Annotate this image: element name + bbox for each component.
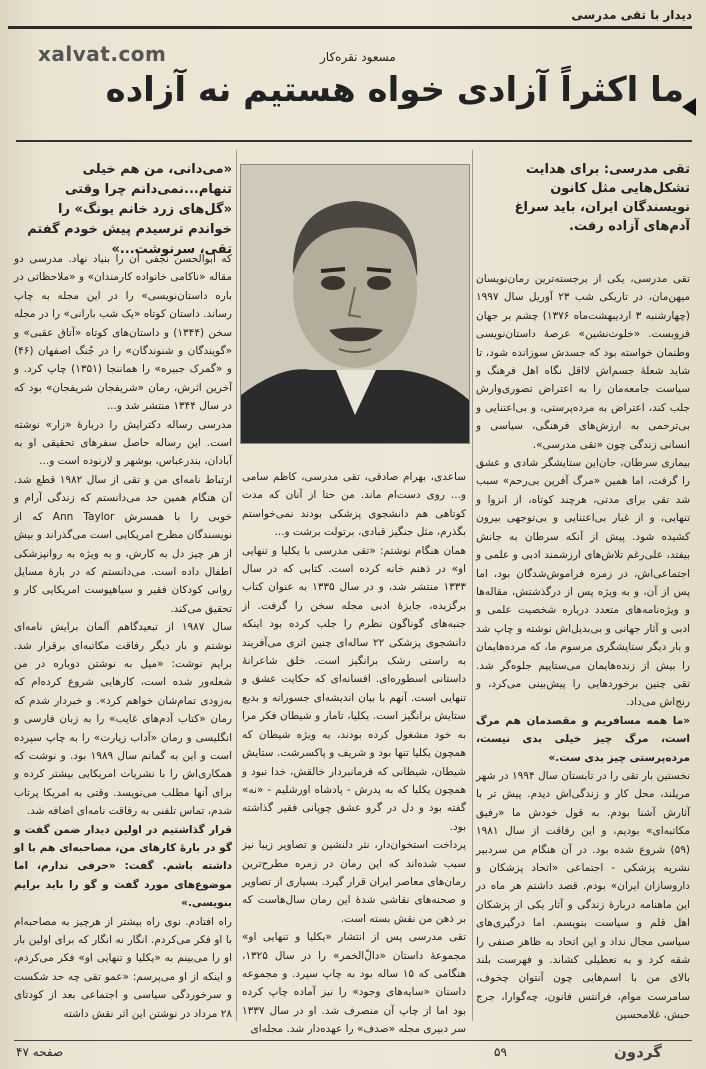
column-divider [472,150,473,1021]
paragraph: نخستین بار تقی را در تابستان سال ۱۹۹۴ در شهر مریلند، محل کار و زندگی‌اش دیدم. پیش تر با آثارش آشنا بودم. به قول خودش ما «رفیق مکاتبه‌ای» بودیم، و این رفاقت از سال ۱۹۸۱ (۵۹) شروع شده بود. در آن هنگام من سردبیر نشریه پزشکی - اجتماعی «اتحاد پزشکان و داروسازان ایران» بودم. قصد داشتم هر ماه در این ماهنامه دربارهٔ زندگی و آثار یکی از پزشکان اهل قلم و سیاست بنویسم. اما درگیری‌های سیاسی مجال نداد و این اتحاد به ظاهر صنفی را شقه کرد و به تعطیلی کشاند. و فهرست بلند بالای من با اسم‌هایی چون آنتوان چخوف، سامرست موام، فرانتس فانون، چه‌گوارا، جرج حبش، غلامحسین [476,769,690,1022]
column-divider [236,150,237,1021]
page-number-left: صفحه ۴۷ [16,1045,64,1059]
side-quote: «می‌دانی، من هم خیلی تنهام...نمی‌دانم چرا وقتی «گل‌های زرد خانم یونگ» را خواندم ترسیدم پیش خودم گفتم تقی، سرنوشت...» [27,162,232,257]
page-footer [14,1040,692,1063]
paragraph: مدرسی رساله دکترایش را دربارهٔ «زار» نوشته است. این رساله حاصل سفرهای تحقیقی او به آبادان، بندرعباس، بوشهر و لارنوده است و... [14,418,232,468]
paragraph: راه افتادم. نوی راه بیشتر از هرچیز به مصاحبه‌ام با او فکر می‌کردم. انگار نه انگار که برای اولین بار او را می‌بینم به «یکلیا و تنهایی او» فکر می‌کردم، و اینکه از او می‌پرسم: «عمو تقی چه حد شکست و سرخوردگی سیاسی و اجتماعی بعد از کودتای ۲۸ مرداد در نوشتن این اثر نقش داشته [14,915,232,1020]
section-title: دیدار با تقی مدرسی [571,8,692,22]
article-headline: ما اکثراً آزادی خواه هستیم نه آزاده [105,70,684,110]
triangle-bullet-icon [682,98,696,116]
section-header-bar [8,8,692,29]
author-name: مسعود نقره‌کار [320,50,396,64]
paragraph: همان هنگام نوشتم: «تقی مدرسی با یکلیا و تنهایی او» در ذهنم خانه کرده است. کتابی که در سال ۱۳۳۳ منتشر شد، و در سال ۱۳۳۵ به عنوان کتاب برگزیده، جایزهٔ ادبی مجله سخن را گرفت. از جنبه‌های گوناگون نظرم را جلب کرده بود اینکه دانشجوی پزشکی ۲۲ ساله‌ای چنین اثری می‌آفریند به راستی رشک برانگیز است. خلق شاعرانهٔ داستانی اسطوره‌ای. افسانه‌ای که حکایت عشق و تنهایی است. آنهم با بیان اندیشه‌ای جسورانه و بدیع ستایش برانگیز است. یکلیا، تامار و شیطان فکر مرا به خود مشغول کرده بودند، به ویژه شیطان که همچون یکلیا تنها بود و شریف و پاکسرشت. ستایش شیطان، شیطانی که فرمانبردار خالقش، خدا نبود و همچون یکلیا که به پدرش - پادشاه اورشلیم - «نه» گفته بود و دل در گرو عشق چوپانی فقیر گذاشته بود. [242,544,466,833]
article-column-right [476,270,690,1022]
paragraph: تقی مدرسی پس از انتشار «یکلیا و تنهایی او» مجموعهٔ داستان «دالّ‌الخمر» را در سال ۱۳۲۵، هنگامی که ۱۵ ساله بود به چاپ سپرد. و مجموعه داستان «سایه‌های وجود» را نیز آماده چاپ کرده بود اما از چاپ آن منصرف شد. او در سال ۱۳۳۷ سر دبیری مجله «صدف» را عهده‌دار شد. مجله‌ای [242,931,466,1036]
magazine-logo: گردون [614,1043,662,1061]
portrait-illustration [241,165,469,443]
paragraph: که ابوالحسن نجفی آن را بنیاد نهاد. مدرسی دو مقاله «ناکامی خانواده کارمندان» و «ملاحظاتی در باره داستان‌نویسی» را در این مجله به چاپ رساند. داستان کوتاه «یک شب بارانی» را در مجله سخن (۱۳۴۴) و داستان‌های کوتاه «آتاق عقبی» و «گویندگان و شنوندگان» را در جُنگ اصفهان (۴۶) و «گمرک جبیره» را هماننجا (۱۳۵۱) چاپ کرد. و آخرین اثرش، رمان «شریفجان شریفجان» بود که در سال ۱۳۴۴ منتشر شد و... [14,253,232,413]
portrait-photo [240,164,470,444]
paragraph: تقی مدرسی، یکی از برجسته‌ترین رمان‌نویسان میهن‌مان، در تاریکی شب ۲۳ آوریل سال ۱۹۹۷ (چهارشنبه ۳ اردیبهشت‌ماه ۱۳۷۶) چشم بر جهان فروبست. «خلوت‌نشین» عرصهٔ داستان‌نویسی وطنمان خواسته بود که جسدش سوزانده شود، تا شاید شعلهٔ جسم‌اش لااقل نگاه اهل فرهنگ و سیاست جامعه‌مان را به اعتراض تصوری‌وارش جلب کند، اعتراض به مرده‌پرستی، و بی‌اعتنایی و بی‌ترحمی به ارزش‌های فرهنگی، سیاسی و انسانی زندگی چون «تقی مدرسی». [476,273,690,451]
pull-quote: تقی مدرسی: برای هدایت تشکل‌هایی مثل کانون نویسندگان ایران، باید سراغ آدم‌های آزاده رفت. [514,162,690,234]
paragraph: ارتباط نامه‌ای من و تقی از سال ۱۹۸۲ قطع شد. آن هنگام همین حد می‌دانستم که زندگی آرام و خوبی را با همسرش Ann Taylor که از نویسندگان مطرح امریکایی است می‌گذراند و بیش از هر چیز دل به کارش، و به ویژه به روانپزشکی اطفال داده است. می‌دانستم که در بارهٔ مسایل روانی کودکان فقیر و سیاهپوست امریکایی کار و تحقیق می‌کند. [14,473,233,615]
quote-paragraph: قرار گذاشتیم در اولین دیدار ضمن گفت و گو در بارهٔ کارهای من، مصاحبه‌ای هم با او داشته باشم. گفت: «حرفی ندارم، اما موضوع‌های مورد گفت و گو را باید برایم بنویسی.» [14,823,232,910]
page-number-right: ۵۹ [494,1045,507,1059]
headline-rule [16,140,692,142]
article-column-left [14,250,232,1022]
site-watermark: xalvat.com [38,42,167,66]
article-column-middle [242,468,466,1036]
quote-paragraph: «ما همه مسافریم و مقصدمان هم مرگ است، مرگ چیز خیلی بدی نیست، مرده‌پرستی چیز بدی ست.» [476,714,690,764]
paragraph: بیماری سرطان، جان‌این ستایشگر شادی و عشق را گرفت، اما همین «مرگ آفرین بی‌رحم» سبب شد تقی برای مدتی، هرچند کوتاه، از انزوا و تنهایی، و از غبار بی‌اعتنایی و بی‌توجهی بیرون کشیده شود. پیش از آنکه سرطان به جانش بیفتد، علی‌رغم تلاش‌های ارزشمند ادبی و علمی و اجتماعی‌اش، در زمره فراموش‌شدگان بود، اما پس از آن، و به ویژه پس از درگذشتش، مقاله‌ها و ویژه‌نامه‌های متعدد درباره شخصیت علمی و ادبی و آثار جهانی و بی‌بدیل‌اش نوشته و چاپ شد و بار دیگر ستایشگری مرسوم ما، که مرده‌هایمان را بیش از زنده‌هایمان می‌ستاییم جلوه‌گر شد. تقی چنین برخوردهایی را پیش‌بینی می‌کرد، و رنج‌اش می‌داد. [476,457,690,709]
paragraph: ساعدی، بهرام صادقی، تقی مدرسی، کاظم سامی و... روی دست‌ام ماند. من حتا از آنان که مدت کوتاهی هم دانشجوی پزشکی بودند نمی‌خواستم بگذرم، مثل جنگیز قبادی، برتولت برشت و... [242,471,466,539]
paragraph: سال ۱۹۸۷ از تبعیدگاهم آلمان برایش نامه‌ای نوشتم و بار دیگر رفاقت مکاتبه‌ای برقرار شد. برایم نوشت: «میل به نوشتن دوباره در من شعله‌ور شده است، کارهایی شروع کرده‌ام که به‌زودی تمام‌شان خواهم کرد». و خبردار شدم که رمان «کتاب آدم‌های غایب» را به زبان فارسی و انگلیسی و رمان «آداب زیارت» را به چاپ سپرده است و این به گمانم سال ۱۹۸۹ بود. و نوشت که همکاری‌اش را با نشریات امریکایی بیشتر کرده و برای آنها مطلب می‌نویسد. وقتی به امریکا پرتاب شدم، تماس تلفنی به رفاقت نامه‌ای اضافه شد. [14,621,233,818]
paragraph: پرداخت استخوان‌دار، نثر دلنشین و تصاویر زیبا نیز سبب شده‌اند که این رمان در زمره مطرح‌ترین رمان‌های معاصر ایران قرار گیرد. بسیاری از تصاویر و صحنه‌های نقاشی شدهٔ این رمان سال‌هاست که بر ذهن من نقش بسته است. [242,839,466,925]
